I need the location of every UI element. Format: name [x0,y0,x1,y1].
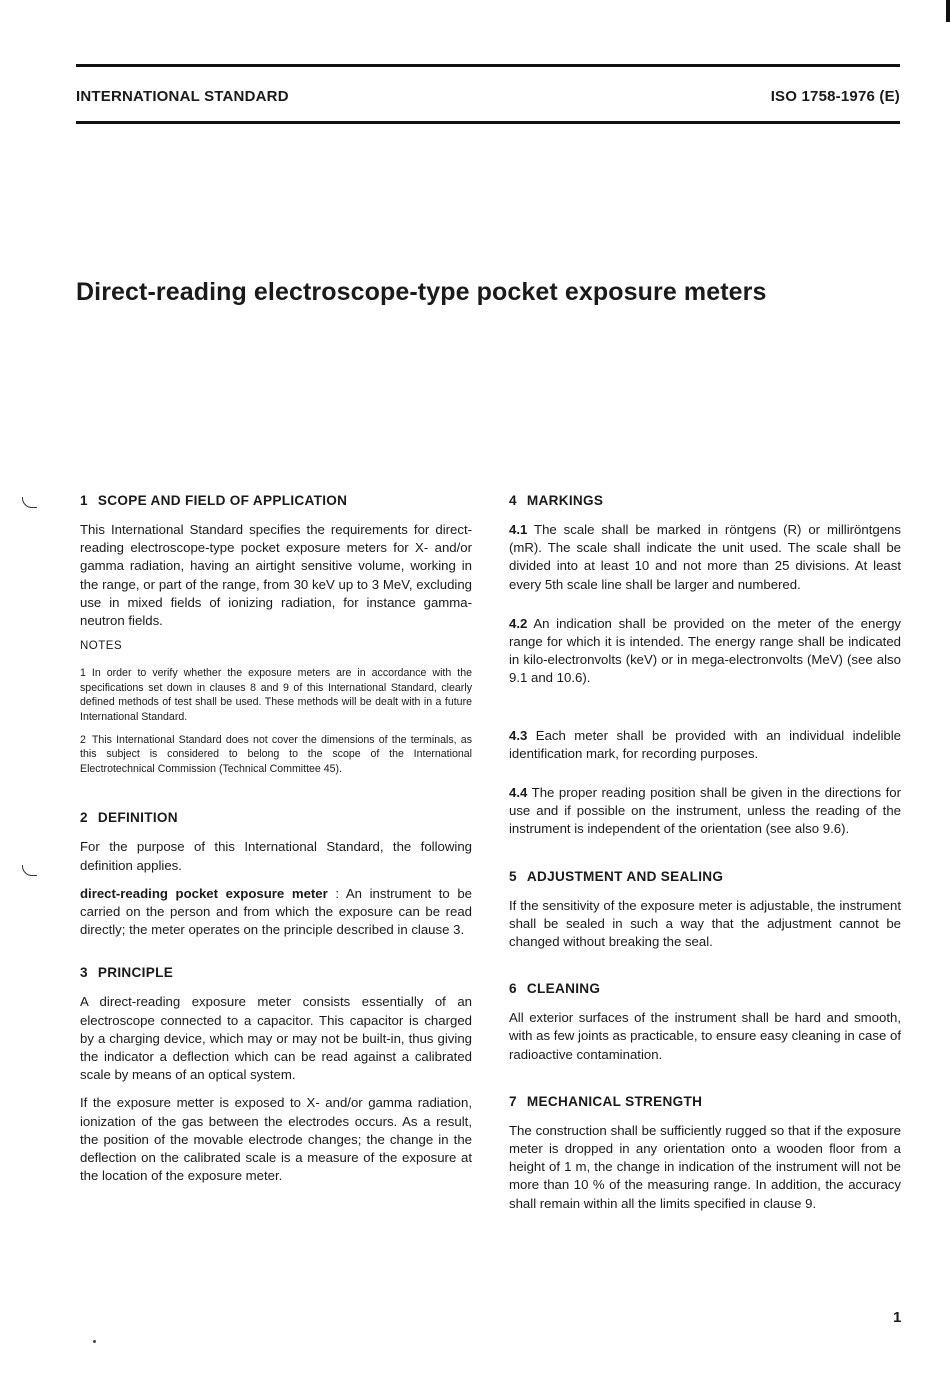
section-title: DEFINITION [97,810,178,826]
note-text: In order to verify whether the exposure meters are in accordance with the specifications set down in clauses 8 and 9 of this International Standard, clearly defined methods of test shall be used. These methods will be dealt with in a future International Standard. [80,667,472,723]
clause-4-1 [509,521,901,594]
document-title: Direct-reading electroscope-type pocket exposure meters [76,278,767,306]
note-2 [80,733,472,777]
section-title: MECHANICAL STRENGTH [526,1093,703,1109]
clause-4-2 [509,615,901,688]
section-7-heading [509,1094,901,1109]
section-number: 6 [509,981,517,997]
clause-text: Each meter shall be provided with an individual indelible identification mark, for recording purposes. [509,727,901,761]
header-top-rule [76,64,900,67]
section-5-heading [509,869,901,884]
section-number: 1 [80,493,88,508]
section-7-body: The construction shall be sufficiently rugged so that if the exposure meter is dropped in any orientation onto a wooden floor from a height of 1 m, the change in indication of the instrument will not be more than 10 % of the measuring range. In addition, the accuracy shall remain within all the limits specified in clause 9. [509,1122,901,1211]
scan-edge-mark [946,0,950,22]
section-number: 7 [509,1093,517,1109]
section-3-paragraph-2: If the exposure metter is exposed to X- and/or gamma radiation, ionization of the gas between the electrodes occurs. As a result, the position of the movable electrode changes; the change in the deflection on the calibrated scale is a measure of the exposure at the location of the exposure meter. [80,1095,472,1184]
section-6-body: All exterior surfaces of the instrument shall be hard and smooth, with as few joints as practicable, to ensure easy cleaning in case of radioactive contamination. [509,1010,901,1062]
section-4-heading [509,493,901,508]
section-3-heading [80,965,472,980]
section-title: SCOPE AND FIELD OF APPLICATION [97,493,348,508]
header-bottom-rule [76,121,900,124]
scan-speck [93,1340,96,1343]
clause-number: 4.1 [509,522,528,537]
clause-text: The scale shall be marked in röntgens (R) or milliröntgens (mR). The scale shall indicate the unit used. The scale shall be divided into at least 10 and not more than 25 divisions. At least every 5th scale line shall be larger and numbered. [509,522,901,592]
note-number: 1 [80,667,86,680]
section-title: MARKINGS [526,493,604,508]
clause-number: 4.2 [509,615,528,631]
section-number: 4 [509,493,517,508]
section-number: 2 [80,810,88,826]
section-3-paragraph-1: A direct-reading exposure meter consists essentially of an electroscope connected to a capacitor. This capacitor is charged by a charging device, which may or may not be built-in, thus giving the indicator a deflection which can be read against a calibrated scale by means of an optical system. [80,994,472,1083]
header-document-number: ISO 1758-1976 (E) [770,88,900,105]
note-text: This International Standard does not cover the dimensions of the terminals, as this subject is considered to belong to the scope of the International Electrotechnical Commission (Technical Committee 45). [80,733,472,775]
section-2-body: For the purpose of this International Standard, the following definition applies. [80,839,472,873]
header-standard-label: INTERNATIONAL STANDARD [76,88,289,105]
definition-paragraph [80,885,472,940]
section-5-body: If the sensitivity of the exposure meter is adjustable, the instrument shall be sealed in such a way that the adjustment cannot be changed without breaking the seal. [509,897,901,950]
notes-heading: NOTES [80,640,123,653]
section-title: PRINCIPLE [97,965,174,981]
section-6-heading [509,981,901,996]
definition-text: : An instrument to be carried on the person and from which the exposure can be read directly; the meter operates on the principle described in clause 3. [80,885,473,938]
section-number: 3 [80,965,88,981]
clause-4-3 [509,727,901,763]
clause-number: 4.4 [509,785,528,801]
crop-mark-top [22,497,37,508]
note-number: 2 [80,733,86,746]
section-number: 5 [509,868,517,884]
clause-4-4 [509,784,901,839]
section-1-body: This International Standard specifies the requirements for direct-reading electroscope-type pocket exposure meters for X- and/or gamma radiation, having an airtight sensitive volume, working in the range, or part of the range, from 30 keV up to 3 MeV, excluding use in mixed fields of ionizing radiation, for instance gamma-neutron fields. [80,522,472,629]
defined-term: direct-reading pocket exposure meter [80,885,328,901]
section-2-heading [80,810,472,825]
section-1-heading [80,493,472,508]
right-column [509,493,901,1213]
section-title: CLEANING [526,981,601,997]
left-column [80,493,472,1185]
crop-mark-middle [22,865,37,876]
section-title: ADJUSTMENT AND SEALING [526,868,724,884]
clause-text: The proper reading position shall be given in the directions for use and if possible on the instrument, unless the reading of the instrument is independent of the orientation (see also 9.6). [509,785,901,837]
clause-number: 4.3 [509,727,528,743]
clause-text: An indication shall be provided on the meter of the energy range for which it is intended. The energy range shall be indicated in kilo-electronvolts (keV) or in mega-electronvolts (MeV) (see also 9.1 and 10.6). [509,615,901,686]
note-1 [80,666,472,724]
page-number: 1 [893,1309,902,1326]
